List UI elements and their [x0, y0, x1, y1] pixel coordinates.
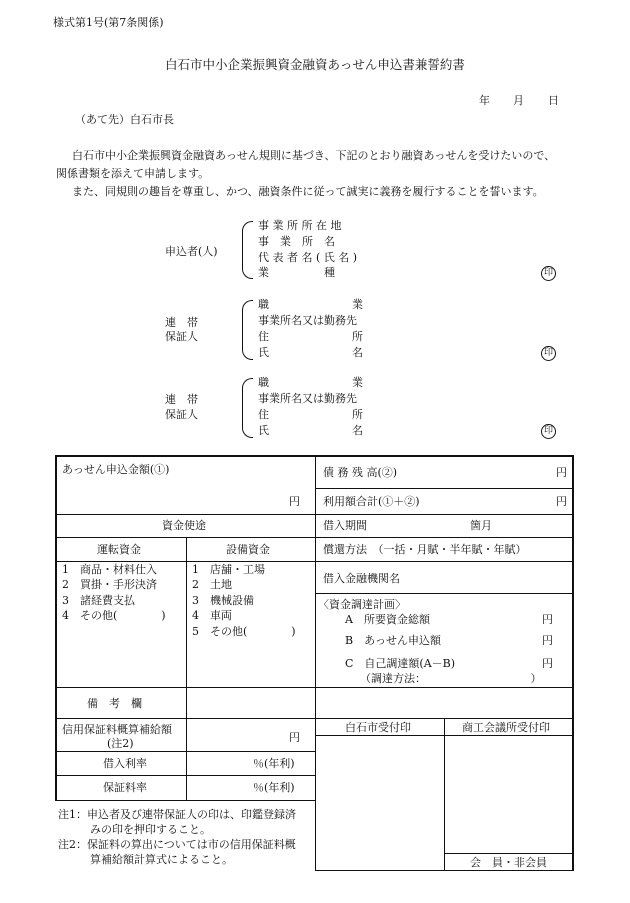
membership-label: 会 員・非会員	[470, 856, 547, 869]
guarantee-supplement-yen: 円	[289, 731, 300, 744]
debt-balance-label: 債 務 残 高(②)	[323, 466, 398, 479]
note1-line2: みの印を押印すること。	[90, 823, 211, 836]
working-item: 2 買掛・手形決済	[62, 578, 157, 591]
guarantor2-label-line1: 連 帯	[165, 393, 198, 406]
guarantor2-field-occupation: 職	[258, 376, 269, 389]
city-stamp-label: 白石市受付印	[345, 721, 411, 734]
plan-c-label: C 自己調達額(A－B)	[345, 657, 456, 670]
guarantor2-field-name-suffix: 名	[352, 424, 363, 437]
paragraph1-line2: 関係書類を添えて申請します。	[56, 167, 210, 180]
seal-icon: 印	[541, 346, 556, 361]
working-item: 3 諸経費支払	[62, 594, 135, 607]
guarantor1-label-line2: 保証人	[165, 330, 198, 343]
date-year: 年	[479, 94, 490, 107]
note2-line1: 注2：保証料の算出については市の信用保証料概	[58, 838, 296, 851]
form-number: 様式第1号(第7条関係)	[53, 16, 164, 29]
seal-icon: 印	[541, 424, 556, 439]
guarantor1-field-address: 住	[258, 330, 269, 343]
working-item: 1 商品・材料仕入	[62, 563, 157, 576]
chamber-stamp-label: 商工会議所受付印	[462, 721, 550, 734]
applicant-field-representative: 代 表 者 名 ( 氏 名 )	[258, 251, 358, 264]
guarantor2-field-address: 住	[258, 408, 269, 421]
plan-b-yen: 円	[542, 634, 553, 647]
guarantor1-label-line1: 連 帯	[165, 316, 198, 329]
guarantor2-field-name: 氏	[258, 424, 269, 437]
applicant-field-address: 事 業 所 所 在 地	[258, 219, 342, 232]
applicant-field-industry: 業 種	[258, 266, 335, 279]
plan-method: （調達方法： ）	[360, 672, 542, 685]
guarantor2-field-employer: 事業所名又は勤務先	[258, 392, 357, 405]
guarantor1-field-name: 氏	[258, 346, 269, 359]
equipment-item: 1 店舗・工場	[192, 563, 265, 576]
lender-name-label: 借入金融機関名	[323, 572, 400, 585]
working-capital-header: 運転資金	[97, 543, 141, 556]
guarantor2-field-occupation-suffix: 業	[352, 376, 363, 389]
interest-rate-unit: ％(年利)	[253, 757, 295, 770]
remarks-label: 備 考 欄	[87, 697, 142, 710]
debt-balance-yen: 円	[556, 466, 567, 479]
repayment-method-label: 償還方法 （一括・月賦・半年賦・年賦）	[323, 543, 527, 556]
paragraph1-line1: 白石市中小企業振興資金融資あっせん規則に基づき、下記のとおり融資あっせんを受けたいので、	[72, 149, 556, 162]
guarantee-rate-label: 保証料率	[103, 781, 147, 794]
funding-plan-header: 〈資金調達計画〉	[318, 598, 406, 611]
working-item: 4 その他( )	[62, 609, 166, 622]
guarantor1-field-occupation: 職	[258, 298, 269, 311]
guarantor1-field-name-suffix: 名	[352, 346, 363, 359]
page-title: 白石市中小企業振興資金融資あっせん申込書兼誓約書	[165, 57, 465, 72]
request-amount-yen: 円	[289, 495, 300, 508]
guarantor2-field-address-suffix: 所	[352, 408, 363, 421]
guarantor1-field-occupation-suffix: 業	[352, 298, 363, 311]
guarantee-rate-unit: ％(年利)	[253, 781, 295, 794]
equipment-item: 3 機械設備	[192, 594, 254, 607]
note2-line2: 算補給額計算式によること。	[90, 853, 233, 866]
guarantor1-bracket	[242, 300, 253, 360]
usage-total-yen: 円	[556, 495, 567, 508]
loan-period-months: 箇月	[470, 519, 492, 532]
applicant-bracket	[242, 221, 253, 279]
plan-a-label: A 所要資金総額	[345, 613, 430, 626]
seal-icon: 印	[541, 266, 556, 281]
loan-period-label: 借入期間	[323, 519, 367, 532]
equipment-item: 5 その他( )	[192, 625, 296, 638]
date-month: 月	[513, 94, 524, 107]
paragraph2: また、同規則の趣旨を尊重し、かつ、融資条件に従って誠実に義務を履行することを誓います。	[72, 185, 544, 198]
usage-total-label: 利用額合計(①＋②)	[323, 495, 420, 508]
equipment-item: 4 車両	[192, 609, 232, 622]
interest-rate-label: 借入利率	[103, 757, 147, 770]
guarantor2-bracket	[242, 378, 253, 438]
applicant-field-business-name: 事 業 所 名	[258, 235, 335, 248]
addressee: （あて先）白石市長	[75, 113, 174, 126]
guarantee-supplement-note: (注2)	[107, 737, 134, 750]
equipment-item: 2 土地	[192, 578, 232, 591]
request-amount-label: あっせん申込金額(①)	[62, 463, 170, 476]
equipment-capital-header: 設備資金	[226, 543, 270, 556]
guarantor2-label-line2: 保証人	[165, 408, 198, 421]
note1-line1: 注1：申込者及び連帯保証人の印は、印鑑登録済	[58, 808, 296, 821]
fund-use-header: 資金使途	[162, 519, 206, 532]
plan-c-yen: 円	[542, 657, 553, 670]
date-day: 日	[548, 94, 559, 107]
plan-a-yen: 円	[542, 613, 553, 626]
guarantor1-field-address-suffix: 所	[352, 330, 363, 343]
guarantor1-field-employer: 事業所名又は勤務先	[258, 314, 357, 327]
guarantee-supplement-label: 信用保証料概算補給額	[62, 723, 172, 736]
applicant-label: 申込者(人)	[165, 245, 218, 258]
plan-b-label: B あっせん申込額	[345, 634, 441, 647]
